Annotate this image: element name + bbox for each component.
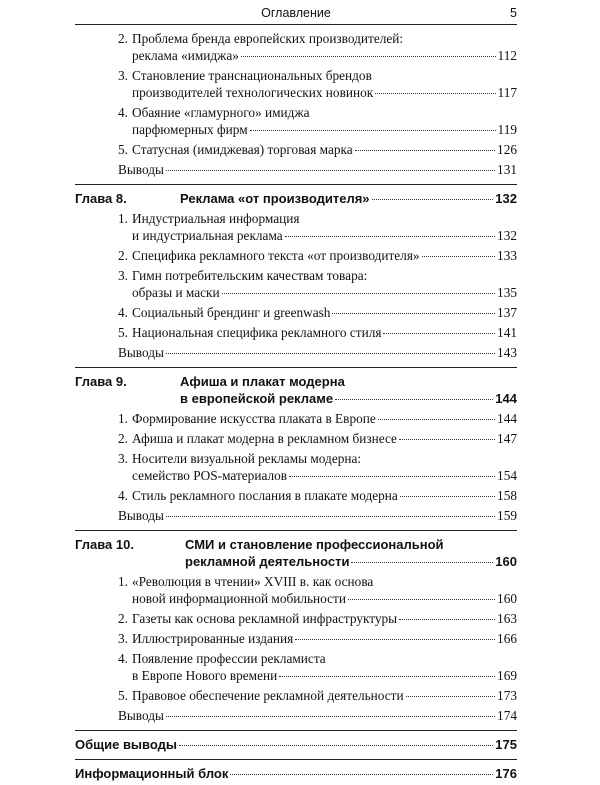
toc-entry[interactable] bbox=[75, 30, 517, 67]
dot-leader bbox=[166, 516, 495, 517]
header-rule bbox=[75, 24, 517, 25]
chapter-title: СМИ и становление профессиональной bbox=[185, 537, 444, 552]
toc-entry-page: 175 bbox=[495, 737, 517, 752]
toc-entry-page: 135 bbox=[497, 285, 517, 300]
toc-entry-number: 3. bbox=[118, 268, 128, 283]
toc-entry[interactable] bbox=[75, 630, 517, 650]
dot-leader bbox=[406, 696, 495, 697]
chapter-divider bbox=[75, 184, 517, 185]
toc-entry-page: 166 bbox=[497, 631, 517, 646]
toc-entry-number: 5. bbox=[118, 688, 128, 703]
toc-entry[interactable] bbox=[75, 487, 517, 507]
toc-entry-title: Выводы bbox=[118, 345, 164, 360]
dot-leader bbox=[241, 56, 496, 57]
chapter-divider bbox=[75, 367, 517, 368]
chapter-page: 160 bbox=[495, 554, 517, 569]
toc-entry-number: 2. bbox=[118, 31, 128, 46]
toc-entry-page: 144 bbox=[497, 411, 517, 426]
running-header bbox=[75, 4, 517, 24]
toc-entry-title: Правовое обеспечение рекламной деятельности bbox=[132, 688, 404, 703]
toc-entry-title: Иллюстрированные издания bbox=[132, 631, 294, 646]
toc-entry-conclusions[interactable] bbox=[75, 707, 517, 727]
toc-entry-page: 154 bbox=[497, 468, 517, 483]
toc-entry-page: 169 bbox=[497, 668, 517, 683]
toc-entry[interactable] bbox=[75, 450, 517, 487]
toc-entry[interactable] bbox=[75, 267, 517, 304]
toc-entry-conclusions[interactable] bbox=[75, 161, 517, 181]
toc-information-block[interactable] bbox=[75, 765, 517, 785]
toc-entry-title: Статусная (имиджевая) торговая марка bbox=[132, 142, 353, 157]
toc-entry-title-cont: в Европе Нового времени bbox=[132, 668, 278, 683]
toc-entry-title: Носители визуальной рекламы модерна: bbox=[132, 451, 362, 466]
toc-entry-title-cont: образы и маски bbox=[132, 285, 220, 300]
dot-leader bbox=[375, 93, 495, 94]
toc-entry-conclusions[interactable] bbox=[75, 344, 517, 364]
dot-leader bbox=[399, 619, 495, 620]
toc-entry-number: 5. bbox=[118, 142, 128, 157]
toc-entry-title-cont: семейство POS-материалов bbox=[132, 468, 288, 483]
toc-entry-title: Выводы bbox=[118, 162, 164, 177]
toc-entry-number: 4. bbox=[118, 105, 128, 120]
toc-entry-page: 119 bbox=[497, 122, 517, 137]
dot-leader bbox=[372, 199, 494, 200]
toc-entry-title: Выводы bbox=[118, 708, 164, 723]
toc-entry[interactable] bbox=[75, 210, 517, 247]
dot-leader bbox=[285, 236, 495, 237]
dot-leader bbox=[166, 716, 495, 717]
chapter-divider bbox=[75, 530, 517, 531]
toc-entry[interactable] bbox=[75, 304, 517, 324]
toc-entry-number: 2. bbox=[118, 611, 128, 626]
toc-entry-number: 5. bbox=[118, 325, 128, 340]
dot-leader bbox=[348, 599, 495, 600]
dot-leader bbox=[222, 293, 495, 294]
toc-entry-title-cont: производителей технологических новинок bbox=[132, 85, 374, 100]
dot-leader bbox=[230, 774, 493, 775]
toc-entry-page: 137 bbox=[497, 305, 517, 320]
toc-entry-number: 3. bbox=[118, 68, 128, 83]
dot-leader bbox=[351, 562, 493, 563]
page-number: 5 bbox=[510, 6, 517, 20]
toc-entry-page: 126 bbox=[497, 142, 517, 157]
toc-chapter-10[interactable] bbox=[75, 536, 517, 573]
toc-chapter-9[interactable] bbox=[75, 373, 517, 410]
toc-entry-page: 141 bbox=[497, 325, 517, 340]
toc-entry-title: Проблема бренда европейских производителей: bbox=[132, 31, 404, 46]
toc-entry[interactable] bbox=[75, 650, 517, 687]
toc-entry-title: Выводы bbox=[118, 508, 164, 523]
toc-entry-page: 159 bbox=[497, 508, 517, 523]
dot-leader bbox=[332, 313, 495, 314]
dot-leader bbox=[399, 439, 495, 440]
toc-entry-title: Формирование искусства плаката в Европе bbox=[132, 411, 376, 426]
toc-entry-page: 112 bbox=[497, 48, 517, 63]
toc-entry-title: Гимн потребительским качествам товара: bbox=[132, 268, 368, 283]
dot-leader bbox=[166, 353, 495, 354]
toc-entry-title-cont: и индустриальная реклама bbox=[132, 228, 283, 243]
toc-entry-title: Стиль рекламного послания в плакате модерна bbox=[132, 488, 398, 503]
dot-leader bbox=[289, 476, 495, 477]
toc-entry-title: Газеты как основа рекламной инфраструктуры bbox=[132, 611, 398, 626]
toc-entry-number: 2. bbox=[118, 248, 128, 263]
chapter-page: 132 bbox=[495, 191, 517, 206]
toc-entry-page: 158 bbox=[497, 488, 517, 503]
toc-entry-title: Национальная специфика рекламного стиля bbox=[132, 325, 382, 340]
toc-entry-page: 133 bbox=[497, 248, 517, 263]
toc-entry-page: 160 bbox=[497, 591, 517, 606]
toc-entry-number: 1. bbox=[118, 574, 128, 589]
toc-entry[interactable] bbox=[75, 104, 517, 141]
toc-entry-number: 1. bbox=[118, 211, 128, 226]
chapter-title-cont: рекламной деятельности bbox=[185, 554, 350, 569]
toc-entry[interactable] bbox=[75, 610, 517, 630]
toc-entry-title: «Революция в чтении» XVIII в. как основа bbox=[132, 574, 374, 589]
toc-entry-title-cont: реклама «имиджа» bbox=[132, 48, 239, 63]
chapter-label: Глава 8. bbox=[75, 191, 127, 206]
chapter-title: Реклама «от производителя» bbox=[180, 191, 370, 206]
toc-general-conclusions[interactable] bbox=[75, 736, 517, 756]
chapter-page: 144 bbox=[495, 391, 517, 406]
chapter-title: Афиша и плакат модерна bbox=[180, 374, 345, 389]
toc-entry-number: 3. bbox=[118, 451, 128, 466]
toc-entry-title: Становление транснациональных брендов bbox=[132, 68, 372, 83]
toc-entry-title: Общие выводы bbox=[75, 737, 177, 752]
chapter-title-cont: в европейской рекламе bbox=[180, 391, 334, 406]
toc-entry-conclusions[interactable] bbox=[75, 507, 517, 527]
toc-entry-title: Социальный брендинг и greenwash bbox=[132, 305, 331, 320]
running-header-title: Оглавление bbox=[261, 6, 331, 20]
table-of-contents bbox=[75, 30, 517, 785]
toc-entry-number: 2. bbox=[118, 431, 128, 446]
dot-leader bbox=[166, 170, 495, 171]
toc-entry-number: 3. bbox=[118, 631, 128, 646]
toc-entry-title: Афиша и плакат модерна в рекламном бизнесе bbox=[132, 431, 397, 446]
toc-entry-number: 4. bbox=[118, 305, 128, 320]
toc-entry-number: 4. bbox=[118, 651, 128, 666]
toc-entry-number: 4. bbox=[118, 488, 128, 503]
chapter-label: Глава 10. bbox=[75, 537, 134, 552]
toc-entry-page: 147 bbox=[497, 431, 517, 446]
dot-leader bbox=[335, 399, 493, 400]
toc-entry-page: 132 bbox=[497, 228, 517, 243]
toc-entry-title: Обаяние «гламурного» имиджа bbox=[132, 105, 310, 120]
toc-entry-page: 117 bbox=[497, 85, 517, 100]
toc-entry-page: 173 bbox=[497, 688, 517, 703]
dot-leader bbox=[295, 639, 495, 640]
dot-leader bbox=[179, 745, 493, 746]
toc-entry-number: 1. bbox=[118, 411, 128, 426]
dot-leader bbox=[383, 333, 495, 334]
dot-leader bbox=[400, 496, 495, 497]
section-divider bbox=[75, 759, 517, 760]
toc-entry[interactable] bbox=[75, 573, 517, 610]
toc-entry[interactable] bbox=[75, 430, 517, 450]
toc-entry-page: 176 bbox=[495, 766, 517, 781]
toc-entry-page: 131 bbox=[497, 162, 517, 177]
section-divider bbox=[75, 730, 517, 731]
dot-leader bbox=[422, 256, 495, 257]
toc-chapter-8[interactable] bbox=[75, 190, 517, 210]
toc-entry[interactable] bbox=[75, 247, 517, 267]
toc-entry-page: 163 bbox=[497, 611, 517, 626]
toc-entry-title-cont: парфюмерных фирм bbox=[132, 122, 248, 137]
toc-entry-page: 143 bbox=[497, 345, 517, 360]
toc-entry[interactable] bbox=[75, 687, 517, 707]
toc-entry[interactable] bbox=[75, 67, 517, 104]
dot-leader bbox=[250, 130, 496, 131]
dot-leader bbox=[279, 676, 495, 677]
dot-leader bbox=[355, 150, 495, 151]
toc-entry-title: Появление профессии рекламиста bbox=[132, 651, 326, 666]
toc-entry-title: Индустриальная информация bbox=[132, 211, 300, 226]
chapter-label: Глава 9. bbox=[75, 374, 127, 389]
toc-entry[interactable] bbox=[75, 141, 517, 161]
toc-entry-title: Информационный блок bbox=[75, 766, 229, 781]
toc-entry[interactable] bbox=[75, 324, 517, 344]
dot-leader bbox=[378, 419, 495, 420]
toc-entry-title-cont: новой информационной мобильности bbox=[132, 591, 346, 606]
toc-entry-page: 174 bbox=[497, 708, 517, 723]
toc-entry-title: Специфика рекламного текста «от производителя» bbox=[132, 248, 420, 263]
toc-entry[interactable] bbox=[75, 410, 517, 430]
